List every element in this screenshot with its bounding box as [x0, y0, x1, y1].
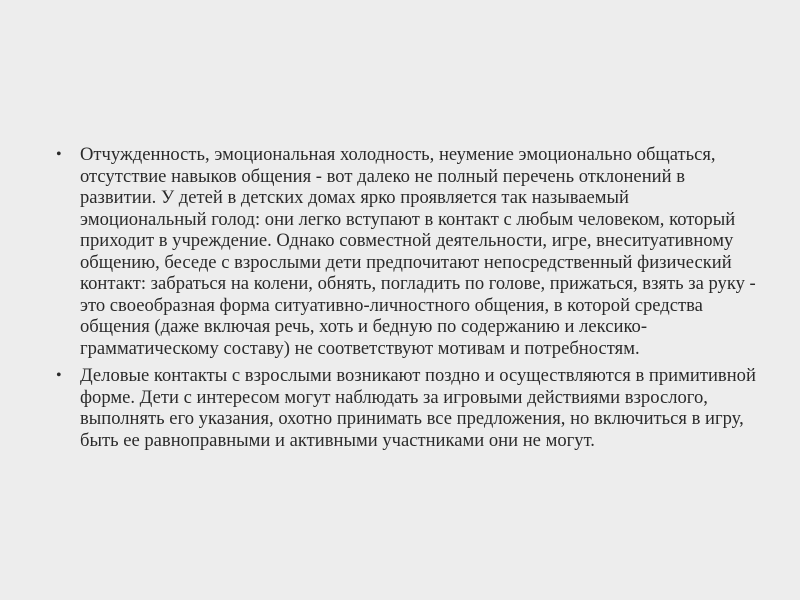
bullet-text-1: Отчужденность, эмоциональная холодность, неумение эмоционально общаться, отсутствие навыков общения - вот далеко не полный перечень отклонений в развитии. У детей в детских домах ярко проявляется так называемый эмоциональный голод: они легко вступают в контакт с любым человеком, который приходит в учреждение. Однако совместной деятельности, игре, внеситуативному общению, беседе с взрослыми дети предпочитают непосредственный физический контакт: забраться на колени, обнять, погладить по голове, прижаться, взять за руку - это своеобразная форма ситуативно-личностного общения, в которой средства общения (даже включая речь, хоть и бедную по содержанию и лексико-грамматическому составу) не соответствуют мотивам и потребностям. [80, 144, 756, 359]
bullet-icon: • [56, 146, 62, 163]
bullet-icon: • [56, 367, 62, 384]
bullet-text-2: Деловые контакты с взрослыми возникают поздно и осуществляются в примитивной форме. Дети с интересом могут наблюдать за игровыми действиями взрослого, выполнять его указания, охотно принимать все предложения, но включиться в игру, быть ее равноправными и активными участниками они не могут. [80, 365, 756, 451]
bullet-item-2 [56, 365, 760, 451]
bullet-list [56, 144, 760, 457]
bullet-item-1 [56, 144, 760, 359]
